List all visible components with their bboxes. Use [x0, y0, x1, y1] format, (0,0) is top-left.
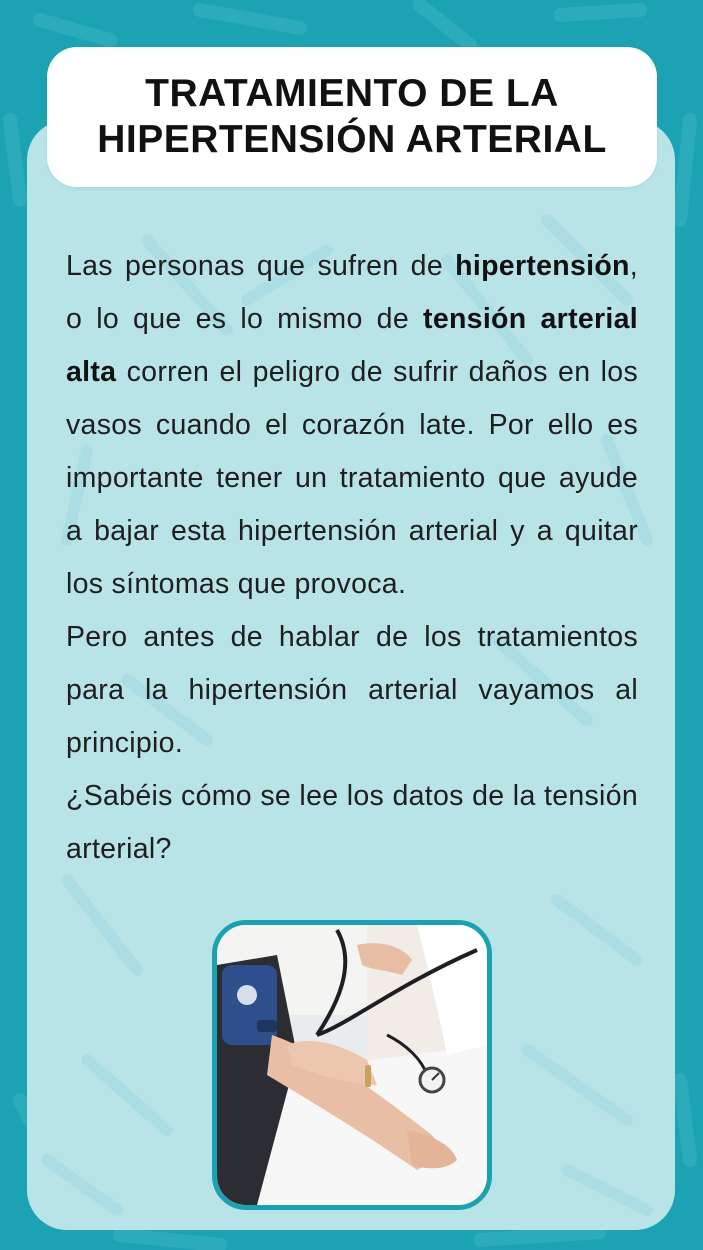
page-title: [97, 71, 607, 163]
intro-text-2: , o lo que es lo mismo de: [66, 250, 638, 335]
bold-tension-alta: tensión arterial alta: [66, 303, 638, 388]
intro-text-1: Las personas que sufren de: [66, 250, 456, 282]
article-body: [66, 240, 638, 876]
paragraph-question: ¿Sabéis cómo se lee los datos de la tensión arterial?: [66, 780, 638, 865]
blood-pressure-photo: [212, 920, 492, 1210]
title-box: [47, 47, 657, 187]
paragraph-intro: [66, 240, 638, 611]
paragraph-transition: Pero antes de hablar de los tratamientos para la hipertensión arterial vayamos al principio.: [66, 621, 638, 759]
title-line-2: HIPERTENSIÓN ARTERIAL: [97, 118, 607, 161]
title-line-1: TRATAMIENTO DE LA: [145, 72, 559, 115]
intro-text-3: corren el peligro de sufrir daños en los vasos cuando el corazón late. Por ello es importante tener un tratamiento que ayude a bajar esta hipertensión arterial y a quitar los síntomas que provoca.: [66, 356, 638, 600]
bold-hipertension: hipertensión: [455, 250, 630, 282]
blood-pressure-illustration: [217, 925, 487, 1205]
